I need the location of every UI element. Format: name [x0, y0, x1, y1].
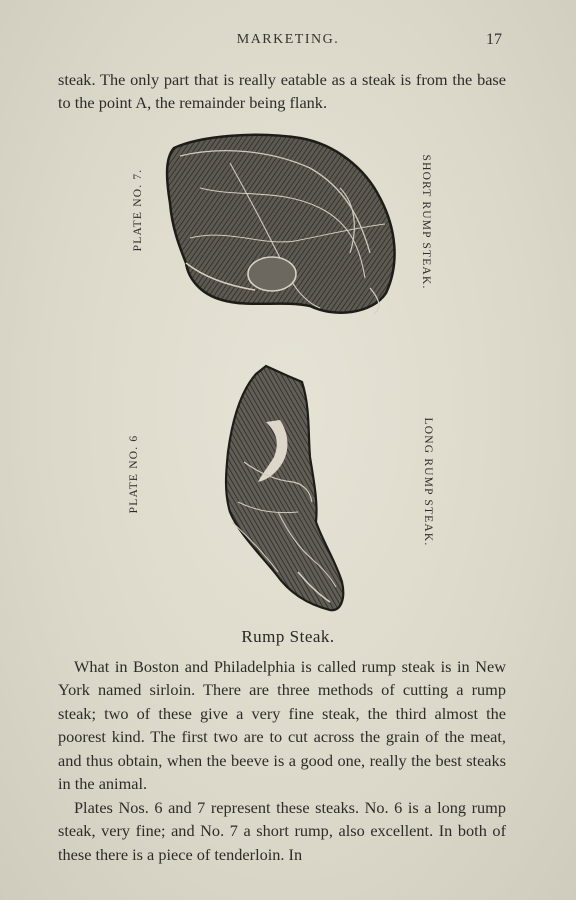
plate-6-label: PLATE NO. 6 — [128, 434, 140, 514]
plate-7-caption: SHORT RUMP STEAK. — [420, 154, 432, 290]
running-head: MARKETING. — [236, 32, 340, 47]
rump-steak-paragraph-2: Plates Nos. 6 and 7 represent these steaks. No. 6 is a long rump steak, very fine; and No. 7 a short rump, also excellent. In both of these there is a piece of tenderloin. In — [58, 798, 506, 864]
rump-steak-paragraph-1: What in Boston and Philadelphia is called rump steak is in New York named sirloin. There are three methods of cutting a rump steak; two of these give a very fine steak, the third almost the poorest kind. The first two are to cut across the grain of the meat, and thus obtain, when the beeve is a good one, really the best steaks in the animal. — [58, 657, 506, 794]
long-rump-steak-illustration — [218, 362, 348, 617]
short-rump-steak-illustration — [160, 128, 405, 323]
section-heading: Rump Steak. — [241, 627, 335, 646]
plate-6-caption: LONG RUMP STEAK. — [422, 417, 434, 547]
opening-paragraph: steak. The only part that is really eatable as a steak is from the base to the point A, the remainder being flank. — [58, 70, 506, 113]
page-number: 17 — [486, 31, 502, 48]
plate-7-label: PLATE NO. 7. — [132, 168, 144, 252]
